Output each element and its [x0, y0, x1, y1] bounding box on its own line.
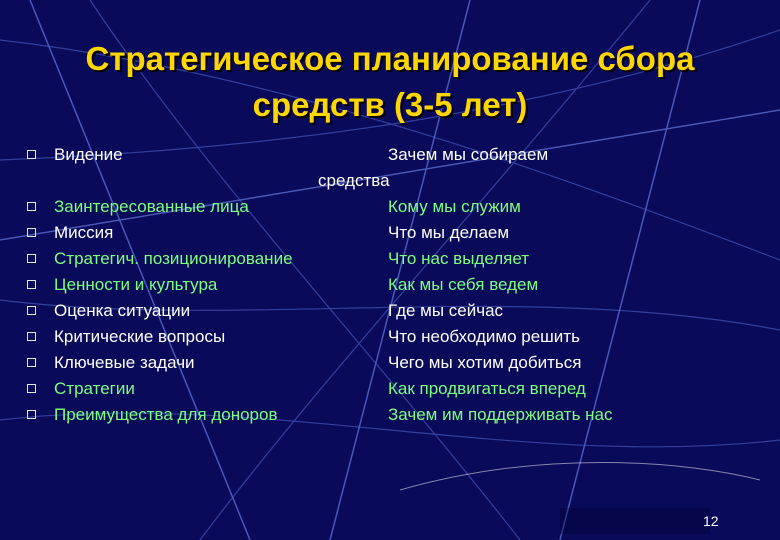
term-label: Стратегии [54, 379, 135, 398]
term-label: Оценка ситуации [54, 301, 191, 320]
term-label: Ключевые задачи [54, 353, 195, 372]
meaning-label: Что мы делаем [388, 223, 510, 242]
term-label: Видение [54, 145, 123, 164]
meaning-label: Где мы сейчас [388, 301, 504, 320]
list-item [0, 298, 780, 324]
term-label: Миссия [54, 223, 114, 242]
meaning-label: Что необходимо решить [388, 327, 580, 346]
square-bullet-icon [27, 228, 36, 237]
title-line-2: средств (3-5 лет) [252, 86, 528, 123]
square-bullet-icon [27, 332, 36, 341]
square-bullet-icon [27, 306, 36, 315]
meaning-label: Чего мы хотим добиться [388, 353, 582, 372]
square-bullet-icon [27, 410, 36, 419]
slide-title [0, 36, 780, 128]
page-number: 12 [703, 513, 719, 529]
square-bullet-icon [27, 150, 36, 159]
list-item [0, 324, 780, 350]
list-item [0, 194, 780, 220]
meaning-label: Как продвигаться вперед [388, 379, 586, 398]
square-bullet-icon [27, 280, 36, 289]
list-item [0, 272, 780, 298]
square-bullet-icon [27, 202, 36, 211]
list-item [0, 142, 780, 168]
square-bullet-icon [27, 384, 36, 393]
list-item [0, 350, 780, 376]
term-label: Критические вопросы [54, 327, 226, 346]
meaning-label: Зачем мы собираем [388, 145, 549, 164]
list-item [0, 376, 780, 402]
meaning-label: Как мы себя ведем [388, 275, 539, 294]
square-bullet-icon [27, 254, 36, 263]
meaning-label: Зачем им поддерживать нас [388, 405, 613, 424]
first-row-continuation: средства [318, 171, 390, 190]
term-label: Заинтересованные лица [54, 197, 249, 216]
list-item [0, 246, 780, 272]
title-line-1: Стратегическое планирование сбора [85, 40, 695, 77]
list-item [0, 402, 780, 428]
term-label: Стратегич. позиционирование [54, 249, 293, 268]
term-label: Преимущества для доноров [54, 405, 278, 424]
meaning-label: Кому мы служим [388, 197, 521, 216]
term-label: Ценности и культура [54, 275, 218, 294]
square-bullet-icon [27, 358, 36, 367]
list-item [0, 220, 780, 246]
meaning-label: Что нас выделяет [388, 249, 530, 268]
